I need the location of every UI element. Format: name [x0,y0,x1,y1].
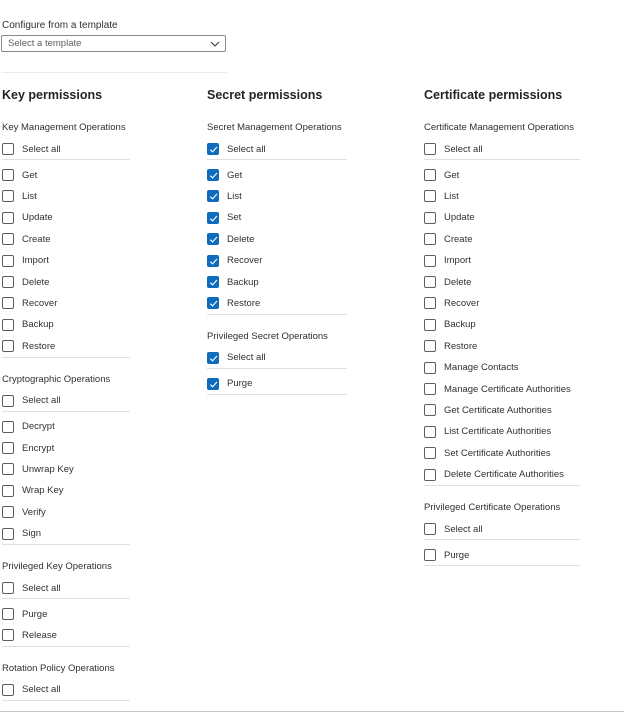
permission-checkbox-recover[interactable] [2,295,57,311]
checkbox-label: Backup [444,319,476,331]
group-title: Privileged Key Operations [2,561,112,572]
checkbox[interactable] [2,297,14,309]
checkbox-label: Recover [22,297,58,309]
row-separator [424,565,580,566]
permission-checkbox-list[interactable] [207,188,242,204]
permission-checkbox-get-certificate-authorities[interactable] [424,402,552,418]
checkbox-label: Purge [444,549,470,561]
permission-checkbox-delete-certificate-authorities[interactable] [424,467,564,483]
row-separator [2,159,130,160]
checkbox-label: Verify [22,506,46,518]
group-title: Privileged Certificate Operations [424,502,561,513]
checkmark-icon [209,278,218,287]
permission-checkbox-get[interactable] [207,167,242,183]
permission-checkbox-sign[interactable] [2,526,41,542]
checkbox-label: Select all [227,143,266,155]
permission-checkbox-import[interactable] [2,253,49,269]
checkbox[interactable] [2,340,14,352]
permission-checkbox-restore[interactable] [424,338,477,354]
checkbox[interactable] [424,190,436,202]
checkbox[interactable] [207,378,219,390]
permission-checkbox-manage-contacts[interactable] [424,360,518,376]
checkbox-label: Restore [444,340,478,352]
checkbox-label: Backup [22,319,54,331]
checkbox-label: Select all [22,582,61,594]
checkbox-label: Get [444,169,460,181]
permission-checkbox-backup[interactable] [207,274,259,290]
checkbox-label: Delete [444,276,472,288]
checkbox[interactable] [2,506,14,518]
checkbox[interactable] [207,212,219,224]
checkbox[interactable] [207,255,219,267]
permission-checkbox-set-certificate-authorities[interactable] [424,445,551,461]
checkbox[interactable] [207,276,219,288]
bottom-divider [0,711,624,712]
checkmark-icon [209,214,218,223]
checkbox-label: Create [444,233,473,245]
key-permissions-heading: Key permissions [2,88,103,102]
checkbox[interactable] [2,684,14,696]
row-separator [207,394,347,395]
checkbox[interactable] [207,233,219,245]
secret-permissions-heading: Secret permissions [207,88,323,102]
permission-checkbox-create[interactable] [424,231,473,247]
row-separator [2,357,130,358]
checkbox-label: Purge [22,608,48,620]
checkbox[interactable] [2,212,14,224]
checkbox[interactable] [2,276,14,288]
checkbox[interactable] [207,190,219,202]
checkbox[interactable] [2,255,14,267]
checkbox[interactable] [2,442,14,454]
checkbox-label: Select all [444,523,483,535]
checkbox[interactable] [2,463,14,475]
checkbox-label: Delete [227,233,255,245]
checkbox[interactable] [424,169,436,181]
select-all-checkbox[interactable] [424,141,483,157]
checkbox[interactable] [2,319,14,331]
checkbox[interactable] [424,276,436,288]
checkbox[interactable] [424,143,436,155]
permission-checkbox-list[interactable] [2,188,37,204]
checkbox-label: List [444,190,459,202]
permission-checkbox-purge[interactable] [424,547,469,563]
permission-checkbox-get[interactable] [424,167,459,183]
checkmark-icon [209,235,218,244]
checkbox[interactable] [424,212,436,224]
select-all-checkbox[interactable] [2,682,61,698]
permission-checkbox-encrypt[interactable] [2,440,54,456]
checkbox-label: Update [444,212,475,224]
checkbox[interactable] [424,319,436,331]
select-all-checkbox[interactable] [2,580,61,596]
permission-checkbox-backup[interactable] [2,317,54,333]
row-separator [424,539,580,540]
checkbox[interactable] [2,582,14,594]
permission-checkbox-recover[interactable] [207,253,262,269]
checkmark-icon [209,257,218,266]
row-separator [207,159,347,160]
checkbox-label: Unwrap Key [22,463,74,475]
row-separator [424,159,580,160]
checkbox-label: Get [227,169,243,181]
checkbox-label: Sign [22,528,42,540]
checkbox[interactable] [2,528,14,540]
select-all-checkbox[interactable] [2,141,61,157]
checkbox-label: Delete [22,276,50,288]
checkbox[interactable] [2,421,14,433]
checkbox[interactable] [2,169,14,181]
permission-checkbox-list[interactable] [424,188,459,204]
checkbox[interactable] [424,297,436,309]
permission-checkbox-delete[interactable] [424,274,471,290]
checkbox[interactable] [2,190,14,202]
checkmark-icon [209,299,218,308]
permission-checkbox-manage-certificate-authorities[interactable] [424,381,571,397]
row-separator [2,411,130,412]
checkbox-label: Restore [22,340,56,352]
permission-checkbox-create[interactable] [2,231,51,247]
permission-checkbox-list-certificate-authorities[interactable] [424,424,551,440]
checkbox-label: Recover [227,255,263,267]
checkbox[interactable] [424,404,436,416]
permission-checkbox-get[interactable] [2,167,37,183]
checkbox[interactable] [2,143,14,155]
group-title: Cryptographic Operations [2,373,111,385]
checkbox[interactable] [207,352,219,364]
group-title: Secret Management Operations [207,122,342,133]
checkbox-label: Get [22,169,38,181]
permission-checkbox-recover[interactable] [424,295,479,311]
checkbox-label: Purge [227,378,253,390]
checkbox-label: Select all [22,143,61,155]
checkbox[interactable] [424,426,436,438]
checkbox[interactable] [424,549,436,561]
checkbox-label: Select all [227,352,266,364]
row-separator [2,646,130,647]
checkmark-icon [209,192,218,201]
permission-checkbox-backup[interactable] [424,317,476,333]
permission-checkbox-update[interactable] [2,210,53,226]
checkbox-label: Decrypt [22,421,55,433]
checkbox[interactable] [424,233,436,245]
permission-checkbox-decrypt[interactable] [2,419,55,435]
checkmark-icon [209,171,218,180]
checkbox[interactable] [207,297,219,309]
group-title: Key Management Operations [2,122,126,133]
row-separator [2,598,130,599]
permission-checkbox-delete[interactable] [207,231,254,247]
checkbox[interactable] [2,233,14,245]
checkbox[interactable] [424,340,436,352]
checkbox[interactable] [424,362,436,374]
checkbox[interactable] [2,485,14,497]
checkbox-label: Import [22,255,49,267]
checkbox-label: Import [444,255,471,267]
checkbox[interactable] [424,469,436,481]
template-dropdown-value: Select a template [8,38,82,49]
checkbox[interactable] [2,608,14,620]
checkbox[interactable] [424,255,436,267]
cert-permissions-heading: Certificate permissions [424,88,563,102]
group-title: Rotation Policy Operations [2,662,115,674]
checkbox[interactable] [2,395,14,407]
select-all-checkbox[interactable] [424,521,483,537]
chevron-down-icon [210,39,220,49]
permission-checkbox-verify[interactable] [2,504,46,520]
checkbox-label: Update [22,212,53,224]
permission-checkbox-release[interactable] [2,627,57,643]
checkmark-icon [209,145,218,154]
permission-checkbox-restore[interactable] [207,295,260,311]
checkbox[interactable] [2,629,14,641]
checkbox-label: Manage Contacts [444,362,519,374]
checkbox-label: Get Certificate Authorities [444,404,552,416]
checkbox-label: Set Certificate Authorities [444,447,551,459]
checkbox-label: Select all [22,395,61,407]
checkbox-label: Encrypt [22,442,55,454]
permission-checkbox-set[interactable] [207,210,241,226]
select-all-checkbox[interactable] [207,350,266,366]
checkbox-label: Select all [444,143,483,155]
group-title: Certificate Management Operations [424,122,574,133]
checkbox-label: Wrap Key [22,485,64,497]
checkmark-icon [209,354,218,363]
checkbox-label: Backup [227,276,259,288]
permission-checkbox-delete[interactable] [2,274,49,290]
checkbox-label: Release [22,629,57,641]
checkbox[interactable] [424,447,436,459]
checkbox[interactable] [207,143,219,155]
template-dropdown[interactable] [1,35,226,52]
checkbox-label: Restore [227,297,261,309]
checkbox[interactable] [207,169,219,181]
permission-checkbox-purge[interactable] [207,376,252,392]
checkbox-label: Recover [444,297,480,309]
permission-checkbox-import[interactable] [424,253,471,269]
checkbox-label: List [227,190,242,202]
permission-checkbox-purge[interactable] [2,606,47,622]
permission-checkbox-update[interactable] [424,210,475,226]
permission-checkbox-wrap-key[interactable] [2,483,64,499]
row-separator [2,700,130,701]
template-label: Configure from a template [2,20,118,31]
checkbox-label: List [22,190,37,202]
row-separator [207,314,347,315]
checkmark-icon [209,380,218,389]
permission-checkbox-restore[interactable] [2,338,55,354]
permission-checkbox-unwrap-key[interactable] [2,461,74,477]
group-title: Privileged Secret Operations [207,330,328,342]
checkbox-label: Set [227,212,242,224]
row-separator [2,544,130,545]
checkbox-label: Select all [22,684,61,696]
checkbox-label: Delete Certificate Authorities [444,469,564,481]
select-all-checkbox[interactable] [207,141,266,157]
row-separator [207,368,347,369]
checkbox[interactable] [424,383,436,395]
divider [2,72,227,73]
checkbox-label: Manage Certificate Authorities [444,383,571,395]
row-separator [424,485,580,486]
checkbox-label: Create [22,233,51,245]
checkbox[interactable] [424,523,436,535]
checkbox-label: List Certificate Authorities [444,426,552,438]
select-all-checkbox[interactable] [2,393,61,409]
